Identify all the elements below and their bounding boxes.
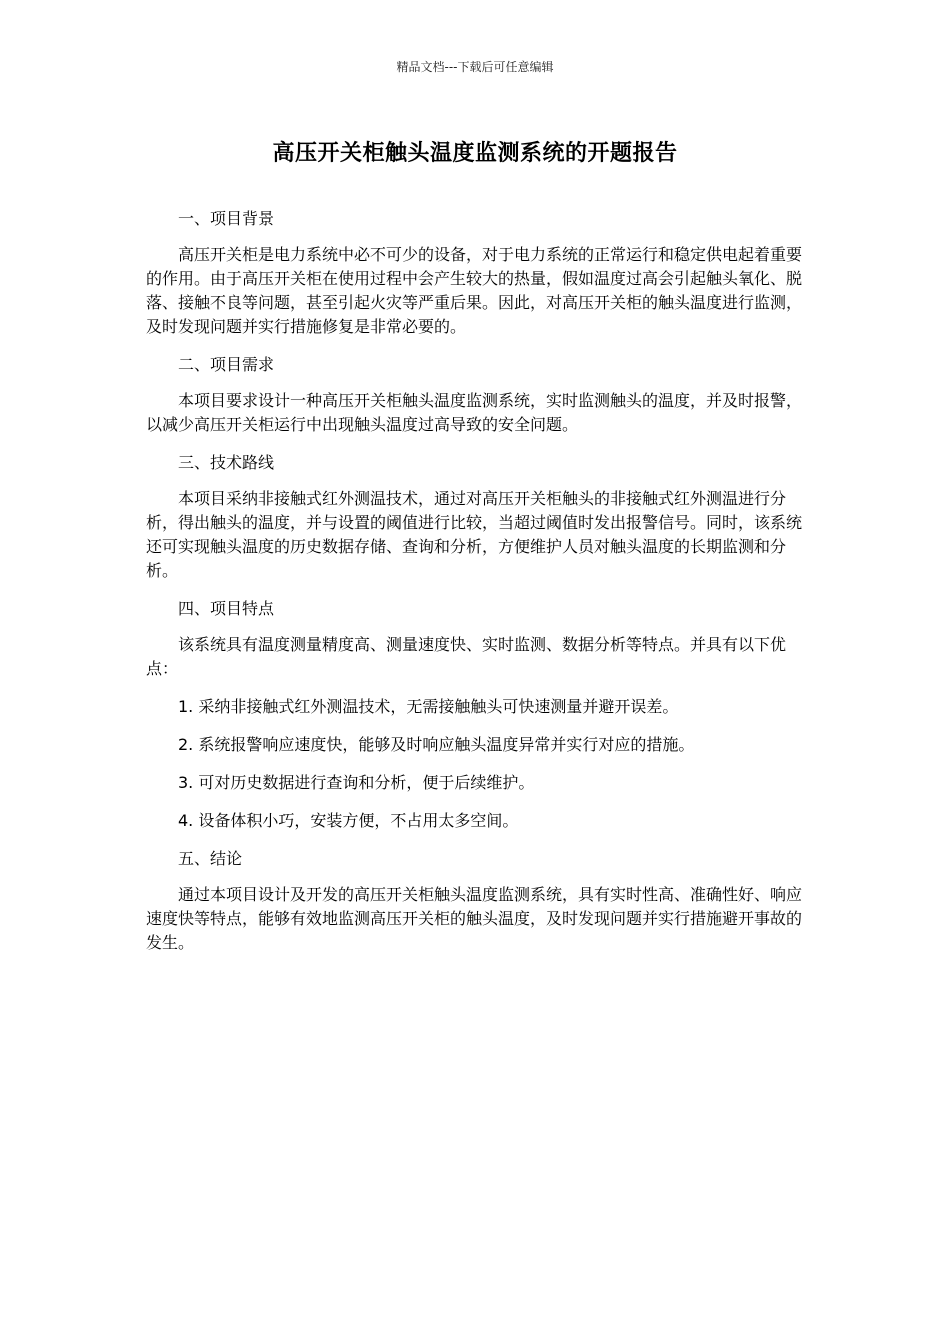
section-heading: 一、项目背景 [178,209,275,228]
list-item: 2. 系统报警响应速度快，能够及时响应触头温度异常并实行对应的措施。 [178,735,695,754]
section-heading: 三、技术路线 [178,453,275,472]
section-heading: 二、项目需求 [178,355,275,374]
section-paragraph: 该系统具有温度测量精度高、测量速度快、实时监测、数据分析等特点。并具有以下优点： [146,635,787,678]
section-paragraph: 高压开关柜是电力系统中必不可少的设备，对于电力系统的正常运行和稳定供电起着重要的作用。由于高压开关柜在使用过程中会产生较大的热量，假如温度过高会引起触头氧化、脱落、接触不良等问题，甚至引起火灾等严重后果。因此，对高压开关柜的触头温度进行监测，及时发现问题并实行措施修复是非常必要的。 [146,245,803,336]
section-paragraph: 本项目要求设计一种高压开关柜触头温度监测系统，实时监测触头的温度，并及时报警，以减少高压开关柜运行中出现触头温度过高导致的安全问题。 [146,391,803,434]
section-paragraph: 通过本项目设计及开发的高压开关柜触头温度监测系统，具有实时性高、准确性好、响应速度快等特点，能够有效地监测高压开关柜的触头温度，及时发现问题并实行措施避开事故的发生。 [146,885,803,952]
section-heading: 五、结论 [178,849,243,868]
document-body [146,207,806,969]
list-item: 4. 设备体积小巧，安装方便，不占用太多空间。 [178,811,519,830]
page-header: 精品文档---下载后可任意编辑 [396,60,554,74]
document-title: 高压开关柜触头温度监测系统的开题报告 [272,141,678,166]
section-paragraph: 本项目采纳非接触式红外测温技术，通过对高压开关柜触头的非接触式红外测温进行分析，得出触头的温度，并与设置的阈值进行比较，当超过阈值时发出报警信号。同时，该系统还可实现触头温度的历史数据存储、查询和分析，方便维护人员对触头温度的长期监测和分析。 [146,489,803,580]
list-item: 3. 可对历史数据进行查询和分析，便于后续维护。 [178,773,535,792]
section-heading: 四、项目特点 [178,599,275,618]
list-item: 1. 采纳非接触式红外测温技术，无需接触触头可快速测量并避开误差。 [178,697,679,716]
